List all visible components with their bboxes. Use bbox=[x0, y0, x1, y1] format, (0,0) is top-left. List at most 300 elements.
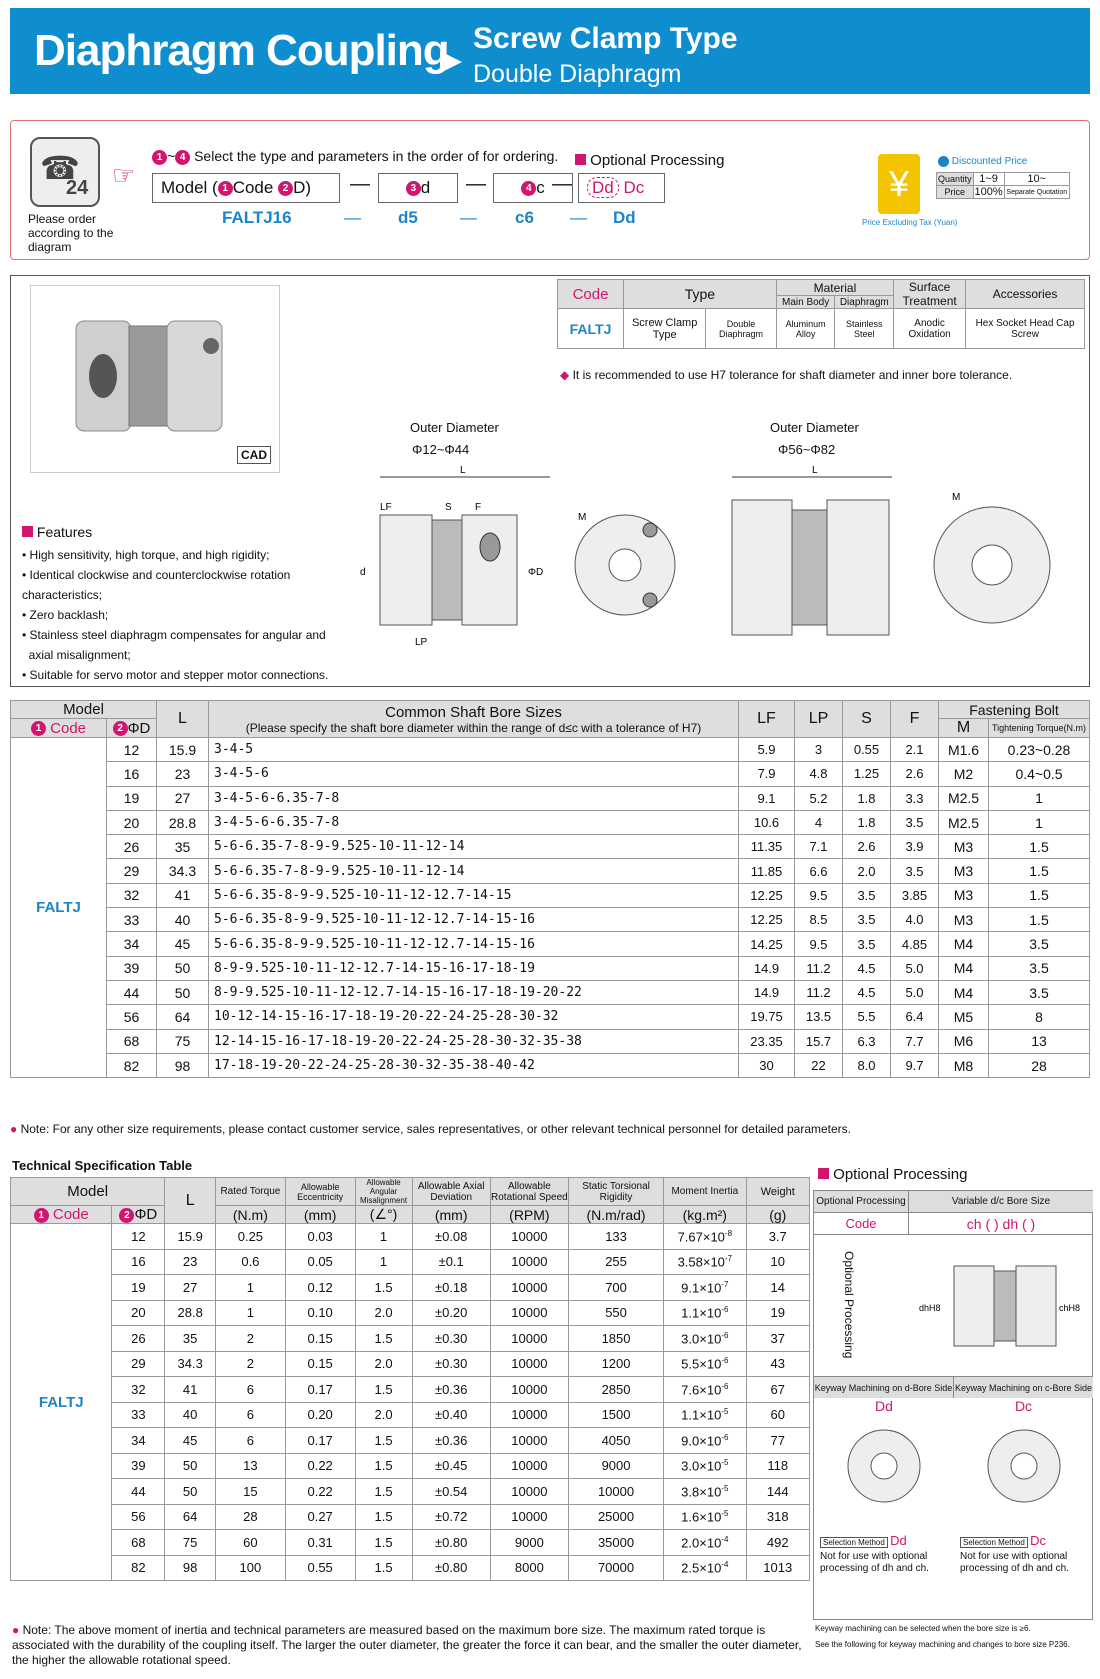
table-cell: 4050 bbox=[568, 1428, 663, 1454]
table-cell: 0.4~0.5 bbox=[989, 762, 1090, 786]
unit: (mm) bbox=[412, 1206, 490, 1224]
table-cell: 1.5 bbox=[989, 859, 1090, 883]
table-cell: 1013 bbox=[746, 1555, 809, 1581]
table-cell: ±0.36 bbox=[412, 1428, 490, 1454]
inertia-exp: -5 bbox=[721, 1509, 729, 1519]
table-cell: ±0.08 bbox=[412, 1224, 490, 1250]
table-row bbox=[11, 1453, 810, 1479]
example-d: d5 bbox=[398, 208, 418, 227]
table-cell: 8.5 bbox=[795, 908, 843, 932]
table-cell: 70000 bbox=[568, 1555, 663, 1581]
table-cell: 6.4 bbox=[891, 1005, 939, 1029]
table-cell: 1.25 bbox=[843, 762, 891, 786]
table-cell: 77 bbox=[746, 1428, 809, 1454]
table-cell: 1.5 bbox=[989, 883, 1090, 907]
sel-d-val: Dd bbox=[890, 1533, 907, 1548]
table-cell: 64 bbox=[157, 1005, 209, 1029]
feature-text: Stainless steel diaphragm compensates for angular and bbox=[29, 628, 326, 642]
table-cell: 32 bbox=[112, 1377, 165, 1403]
table-cell: 26 bbox=[112, 1326, 165, 1352]
table-cell: ±0.36 bbox=[412, 1377, 490, 1403]
inertia-exp: -7 bbox=[724, 1254, 733, 1264]
table-cell: ±0.1 bbox=[412, 1249, 490, 1275]
table-cell: 144 bbox=[746, 1479, 809, 1505]
feature-text: axial misalignment; bbox=[28, 648, 131, 662]
tech-table-title: Technical Specification Table bbox=[12, 1158, 193, 1173]
table-cell: 9.7 bbox=[891, 1053, 939, 1077]
table-cell: 39 bbox=[112, 1453, 165, 1479]
table-cell: 1.5 bbox=[355, 1326, 412, 1352]
bore-header-phid: 2 ΦD bbox=[107, 719, 157, 738]
table-cell: 1 bbox=[216, 1300, 286, 1326]
table-row bbox=[11, 762, 1090, 786]
table-cell: 13.5 bbox=[795, 1005, 843, 1029]
table-cell: 0.27 bbox=[285, 1504, 355, 1530]
table-cell: ±0.20 bbox=[412, 1300, 490, 1326]
unit: (∠°) bbox=[355, 1206, 412, 1224]
table-cell: 56 bbox=[107, 1005, 157, 1029]
phone-number: 24 bbox=[66, 177, 89, 199]
table-cell: 41 bbox=[165, 1377, 216, 1403]
inertia-base: 7.67×10 bbox=[677, 1228, 725, 1244]
table-cell: 12-14-15-16-17-18-19-20-22-24-25-28-30-32-35-38 bbox=[209, 1029, 739, 1053]
table-cell: 19 bbox=[107, 786, 157, 810]
table-cell: 60 bbox=[216, 1530, 286, 1556]
table-row bbox=[11, 1053, 1090, 1077]
table-cell: 23 bbox=[165, 1249, 216, 1275]
subtitle-2: Double Diaphragm bbox=[473, 60, 682, 88]
dim-LF: LF bbox=[380, 502, 392, 513]
opt-note-1: Keyway machining can be selected when the bore size is ≥6. bbox=[815, 1624, 1031, 1633]
features-list bbox=[22, 545, 352, 685]
cad-badge: CAD bbox=[237, 446, 271, 464]
discount-table bbox=[936, 172, 1070, 199]
dh-label: dhH8 bbox=[919, 1303, 941, 1313]
opt-vertical: Optional Processing bbox=[842, 1251, 856, 1359]
table-row bbox=[11, 835, 1090, 859]
inertia-base: 2.5×10 bbox=[681, 1560, 722, 1576]
phid-text: ΦD bbox=[127, 719, 151, 737]
table-cell: 9000 bbox=[568, 1453, 663, 1479]
table-cell: 10000 bbox=[490, 1224, 568, 1250]
opt-col2: Variable d/c Bore Size bbox=[909, 1191, 1093, 1213]
table-cell: 2.6 bbox=[843, 835, 891, 859]
common-sub: (Please specify the shaft bore diameter within the range of d≤c with a tolerance of H7) bbox=[245, 720, 702, 735]
drawing1-title: Outer Diameter bbox=[410, 420, 499, 435]
table-cell: 0.17 bbox=[285, 1428, 355, 1454]
table-cell: 14 bbox=[746, 1275, 809, 1301]
inertia-exp: -6 bbox=[721, 1356, 729, 1366]
table-cell: 4.5 bbox=[843, 956, 891, 980]
table-cell: ±0.54 bbox=[412, 1479, 490, 1505]
table-cell: 0.22 bbox=[285, 1453, 355, 1479]
spec-code: FALTJ bbox=[558, 309, 624, 349]
inertia-base: 9.0×10 bbox=[681, 1432, 722, 1448]
example-code: FALTJ16 bbox=[222, 208, 292, 227]
unit: (RPM) bbox=[490, 1206, 568, 1224]
spec-note: ◆ It is recommended to use H7 tolerance for shaft diameter and inner bore tolerance. bbox=[560, 368, 1013, 382]
c-field: 4 c bbox=[493, 173, 573, 203]
table-cell: 118 bbox=[746, 1453, 809, 1479]
table-cell: 10000 bbox=[490, 1377, 568, 1403]
table-cell: 700 bbox=[568, 1275, 663, 1301]
table-cell: 43 bbox=[746, 1351, 809, 1377]
unit: (g) bbox=[746, 1206, 809, 1224]
dim-S: S bbox=[445, 502, 452, 513]
table-cell: 17-18-19-20-22-24-25-28-30-32-35-38-40-42 bbox=[209, 1053, 739, 1077]
table-row bbox=[11, 956, 1090, 980]
table-row bbox=[11, 1530, 810, 1556]
table-cell: 6 bbox=[216, 1428, 286, 1454]
table-cell: 7.9 bbox=[739, 762, 795, 786]
table-cell: 10000 bbox=[490, 1326, 568, 1352]
table-cell bbox=[664, 1249, 746, 1275]
table-cell: 29 bbox=[112, 1351, 165, 1377]
optional-label bbox=[575, 152, 724, 169]
table-row bbox=[11, 1300, 810, 1326]
table-cell: 67 bbox=[746, 1377, 809, 1403]
phone-note: Please order according to the diagram bbox=[28, 212, 114, 254]
table-row bbox=[11, 980, 1090, 1004]
table-cell: 2 bbox=[216, 1326, 286, 1352]
table-cell: 8.0 bbox=[843, 1053, 891, 1077]
table-cell: 3.5 bbox=[843, 883, 891, 907]
dim-L2: L bbox=[812, 465, 818, 476]
table-cell bbox=[664, 1428, 746, 1454]
table-cell: 28.8 bbox=[157, 810, 209, 834]
table-cell: 0.05 bbox=[285, 1249, 355, 1275]
table-cell: 4.85 bbox=[891, 932, 939, 956]
table-cell: 2.6 bbox=[891, 762, 939, 786]
table-cell: 50 bbox=[157, 956, 209, 980]
table-cell: 23 bbox=[157, 762, 209, 786]
bore-header-L: L bbox=[157, 701, 209, 738]
table-cell: 5.0 bbox=[891, 980, 939, 1004]
feature-item: • Stainless steel diaphragm compensates for angular and bbox=[22, 628, 326, 642]
tech-note: ● Note: The above moment of inertia and technical parameters are measured based on the maximum bore size. The maximum rated torque is associated with the durability of the coupling itself. The larger the outer diameter, the greater the force it can bear, and the smaller the outer diameter, the higher the allowable rotational speed. bbox=[12, 1623, 802, 1667]
spec-header-main-body: Main Body bbox=[776, 296, 835, 309]
d-field: 3 d bbox=[378, 173, 458, 203]
table-cell: 0.25 bbox=[216, 1224, 286, 1250]
table-cell: 16 bbox=[107, 762, 157, 786]
inertia-exp: -4 bbox=[721, 1560, 729, 1570]
dash: — bbox=[466, 173, 486, 195]
table-cell: 34 bbox=[112, 1428, 165, 1454]
table-cell: 0.31 bbox=[285, 1530, 355, 1556]
table-row bbox=[11, 1326, 810, 1352]
dash: — bbox=[552, 173, 572, 195]
table-cell bbox=[664, 1504, 746, 1530]
dash: — bbox=[344, 208, 361, 227]
table-cell: 0.55 bbox=[843, 738, 891, 762]
kw-dc: Dc bbox=[1014, 1398, 1033, 1414]
drawing-large bbox=[712, 465, 1082, 660]
tech-header-torque: Rated Torque bbox=[216, 1178, 286, 1206]
optional-title-text: Optional Processing bbox=[833, 1166, 968, 1183]
discount-note: Price Excluding Tax (Yuan) bbox=[862, 218, 958, 227]
table-cell: 5-6-6.35-8-9-9.525-10-11-12-12.7-14-15-16 bbox=[209, 932, 739, 956]
table-cell: 34.3 bbox=[157, 859, 209, 883]
table-cell: 82 bbox=[107, 1053, 157, 1077]
table-cell: 1.5 bbox=[355, 1377, 412, 1403]
table-cell: 6.6 bbox=[795, 859, 843, 883]
bore-note: ● Note: For any other size requirements, please contact customer service, sales representatives, or other relevant technical personnel for detailed parameters. bbox=[10, 1122, 852, 1136]
table-cell: 50 bbox=[157, 980, 209, 1004]
table-row bbox=[11, 1029, 1090, 1053]
common-title: Common Shaft Bore Sizes bbox=[385, 703, 562, 721]
feature-item: • Zero backlash; bbox=[22, 608, 109, 622]
bore-header-common bbox=[209, 701, 739, 738]
table-cell: 9.5 bbox=[795, 883, 843, 907]
bore-header-LF: LF bbox=[739, 701, 795, 738]
drawing2-range: Φ56~Φ82 bbox=[778, 442, 836, 457]
table-row bbox=[11, 1402, 810, 1428]
table-cell: 8 bbox=[989, 1005, 1090, 1029]
table-cell: ±0.30 bbox=[412, 1326, 490, 1352]
table-cell: 5.0 bbox=[891, 956, 939, 980]
table-cell: 14.9 bbox=[739, 980, 795, 1004]
qty-label: Quantity bbox=[938, 174, 972, 184]
code-cell: FALTJ bbox=[11, 738, 107, 1078]
bore-header-S: S bbox=[843, 701, 891, 738]
table-cell: 5-6-6.35-7-8-9-9.525-10-11-12-14 bbox=[209, 859, 739, 883]
spec-main-body: Aluminum Alloy bbox=[776, 309, 835, 349]
table-cell: 27 bbox=[165, 1275, 216, 1301]
ch-label: chH8 bbox=[1059, 1303, 1081, 1313]
table-cell: 11.2 bbox=[795, 980, 843, 1004]
table-cell: ±0.18 bbox=[412, 1275, 490, 1301]
bore-size-table bbox=[10, 700, 1090, 1078]
table-cell: 1.5 bbox=[355, 1479, 412, 1505]
table-cell: 0.20 bbox=[285, 1402, 355, 1428]
table-row bbox=[11, 908, 1090, 932]
table-cell: 8000 bbox=[490, 1555, 568, 1581]
table-cell: M6 bbox=[939, 1029, 989, 1053]
spec-surface: Anodic Oxidation bbox=[894, 309, 966, 349]
table-cell: 1.5 bbox=[355, 1275, 412, 1301]
inertia-exp: -5 bbox=[721, 1483, 729, 1493]
drawing1-range: Φ12~Φ44 bbox=[412, 442, 470, 457]
table-cell: 3.5 bbox=[891, 810, 939, 834]
keyway-c-drawing bbox=[984, 1426, 1064, 1506]
table-cell: 0.15 bbox=[285, 1326, 355, 1352]
inertia-exp: -6 bbox=[721, 1305, 729, 1315]
table-cell: 2.0 bbox=[355, 1402, 412, 1428]
dim-L: L bbox=[460, 465, 466, 476]
table-cell: ±0.40 bbox=[412, 1402, 490, 1428]
table-cell: 12 bbox=[107, 738, 157, 762]
instruction-text: Select the type and parameters in the order of for ordering. bbox=[194, 148, 559, 164]
sel-c bbox=[960, 1533, 1046, 1548]
inertia-exp: -6 bbox=[721, 1381, 729, 1391]
spec-header-diaphragm: Diaphragm bbox=[835, 296, 894, 309]
table-cell bbox=[664, 1479, 746, 1505]
table-cell: 12 bbox=[112, 1224, 165, 1250]
table-cell: 5-6-6.35-8-9-9.525-10-11-12-12.7-14-15-16 bbox=[209, 908, 739, 932]
table-cell: 1 bbox=[216, 1275, 286, 1301]
bore-header-model: Model bbox=[11, 701, 157, 719]
code-text: Code bbox=[50, 719, 87, 737]
table-row bbox=[11, 859, 1090, 883]
drawing-small bbox=[350, 465, 730, 655]
phone-icon: ☎ 24 bbox=[30, 137, 100, 207]
table-cell: 19 bbox=[746, 1300, 809, 1326]
table-cell: M3 bbox=[939, 908, 989, 932]
table-cell: 3.5 bbox=[891, 859, 939, 883]
table-row bbox=[11, 883, 1090, 907]
table-cell: 10000 bbox=[490, 1300, 568, 1326]
optional-text: Optional Processing bbox=[590, 152, 725, 169]
table-cell: 44 bbox=[107, 980, 157, 1004]
table-cell: 1 bbox=[355, 1224, 412, 1250]
table-cell: 4 bbox=[795, 810, 843, 834]
table-cell: 5-6-6.35-8-9-9.525-10-11-12-12.7-14-15 bbox=[209, 883, 739, 907]
opt-col1: Optional Processing bbox=[814, 1191, 909, 1213]
table-cell: 10000 bbox=[490, 1249, 568, 1275]
dim-F: F bbox=[475, 502, 482, 513]
table-cell: 5-6-6.35-7-8-9-9.525-10-11-12-14 bbox=[209, 835, 739, 859]
code-label: Code bbox=[232, 178, 274, 197]
sel-c-val: Dc bbox=[1030, 1533, 1046, 1548]
table-row bbox=[11, 1377, 810, 1403]
dd-option: Dd bbox=[587, 177, 619, 198]
table-cell: 1 bbox=[355, 1249, 412, 1275]
order-instruction: 1 ~ 4 Select the type and parameters in the order of for ordering. bbox=[152, 148, 558, 165]
table-cell: 45 bbox=[157, 932, 209, 956]
table-cell: 10000 bbox=[490, 1275, 568, 1301]
spec-accessories: Hex Socket Head Cap Screw bbox=[966, 309, 1085, 349]
table-cell: 5.9 bbox=[739, 738, 795, 762]
table-cell: 33 bbox=[107, 908, 157, 932]
table-cell: M3 bbox=[939, 835, 989, 859]
tech-header-speed: Allowable Rotational Speed bbox=[490, 1178, 568, 1206]
table-cell: 44 bbox=[112, 1479, 165, 1505]
table-cell: 0.55 bbox=[285, 1555, 355, 1581]
table-cell: 11.85 bbox=[739, 859, 795, 883]
table-cell: 10000 bbox=[490, 1428, 568, 1454]
feature-text: Identical clockwise and counterclockwise rotation characteristics; bbox=[22, 568, 291, 602]
sel-d-label: Selection Method bbox=[820, 1537, 888, 1548]
table-cell: 5.5 bbox=[843, 1005, 891, 1029]
tech-header-weight: Weight bbox=[746, 1178, 809, 1206]
discount-title-text: Discounted Price bbox=[951, 156, 1028, 168]
table-cell: 12.25 bbox=[739, 883, 795, 907]
optional-panel bbox=[813, 1190, 1093, 1620]
dc-option: Dc bbox=[623, 178, 645, 197]
table-cell bbox=[664, 1275, 746, 1301]
table-cell: 6 bbox=[216, 1402, 286, 1428]
example-c: c6 bbox=[515, 208, 534, 227]
table-cell: 3.5 bbox=[989, 980, 1090, 1004]
yuan-icon: ¥ bbox=[878, 154, 920, 214]
price-2: Separate Quotation bbox=[1004, 186, 1069, 199]
tech-header-inertia: Moment Inertia bbox=[664, 1178, 746, 1206]
table-cell: 40 bbox=[165, 1402, 216, 1428]
table-cell: 100 bbox=[216, 1555, 286, 1581]
table-cell: 10000 bbox=[568, 1479, 663, 1505]
table-cell: 7.7 bbox=[891, 1029, 939, 1053]
table-row bbox=[11, 810, 1090, 834]
sel-c-label: Selection Method bbox=[960, 1537, 1028, 1548]
d-field-label: d bbox=[420, 178, 431, 197]
table-cell: 4.0 bbox=[891, 908, 939, 932]
qty-2: 10~ bbox=[1004, 173, 1069, 186]
table-cell: 98 bbox=[165, 1555, 216, 1581]
table-row bbox=[11, 1224, 810, 1250]
table-cell: 82 bbox=[112, 1555, 165, 1581]
table-cell: 22 bbox=[795, 1053, 843, 1077]
spec-header-material: Material bbox=[776, 280, 893, 296]
spec-table bbox=[557, 279, 1085, 349]
table-cell: 0.15 bbox=[285, 1351, 355, 1377]
table-cell: M3 bbox=[939, 883, 989, 907]
tech-header-angular: Allowable Angular Misalignment bbox=[355, 1178, 412, 1206]
table-row bbox=[11, 1504, 810, 1530]
table-cell: 9000 bbox=[490, 1530, 568, 1556]
inertia-exp: -4 bbox=[721, 1534, 729, 1544]
inertia-exp: -5 bbox=[721, 1407, 729, 1417]
table-cell: 28 bbox=[216, 1504, 286, 1530]
code-cell: FALTJ bbox=[11, 1224, 112, 1581]
table-cell: 60 bbox=[746, 1402, 809, 1428]
opt-code: Code bbox=[814, 1213, 909, 1235]
opt-note-2: See the following for keyway machining and changes to bore size P236. bbox=[815, 1640, 1070, 1649]
table-cell: 0.03 bbox=[285, 1224, 355, 1250]
table-cell: 41 bbox=[157, 883, 209, 907]
table-cell: 10.6 bbox=[739, 810, 795, 834]
table-cell: 2850 bbox=[568, 1377, 663, 1403]
spec-header-type: Type bbox=[624, 280, 777, 309]
page-title: Diaphragm Coupling bbox=[34, 26, 449, 75]
table-cell: 68 bbox=[107, 1029, 157, 1053]
table-cell: M2.5 bbox=[939, 786, 989, 810]
table-cell: 27 bbox=[157, 786, 209, 810]
table-row bbox=[11, 1005, 1090, 1029]
kw-c-header: Keyway Machining on c-Bore Side bbox=[954, 1376, 1093, 1398]
table-cell: 16 bbox=[112, 1249, 165, 1275]
table-cell: 3.7 bbox=[746, 1224, 809, 1250]
table-cell: 13 bbox=[216, 1453, 286, 1479]
feature-item: • High sensitivity, high torque, and high rigidity; bbox=[22, 548, 270, 562]
table-cell: 1850 bbox=[568, 1326, 663, 1352]
spec-diaphragm: Stainless Steel bbox=[835, 309, 894, 349]
unit: (N.m) bbox=[216, 1206, 286, 1224]
hand-pointer-icon: ☞ bbox=[112, 160, 136, 190]
feature-text: Suitable for servo motor and stepper motor connections. bbox=[29, 668, 329, 682]
dim-d: d bbox=[360, 567, 366, 578]
bore-header-F: F bbox=[891, 701, 939, 738]
table-cell: 29 bbox=[107, 859, 157, 883]
unit: (N.m/rad) bbox=[568, 1206, 663, 1224]
table-cell: M4 bbox=[939, 956, 989, 980]
unit: (kg.m²) bbox=[664, 1206, 746, 1224]
table-cell: 2 bbox=[216, 1351, 286, 1377]
tech-header-L: L bbox=[165, 1178, 216, 1224]
table-cell: 14.25 bbox=[739, 932, 795, 956]
table-cell: 15.7 bbox=[795, 1029, 843, 1053]
feature-text: Zero backlash; bbox=[29, 608, 109, 622]
table-cell: 37 bbox=[746, 1326, 809, 1352]
table-cell bbox=[664, 1453, 746, 1479]
table-cell: 1.5 bbox=[355, 1555, 412, 1581]
table-cell: 3.5 bbox=[989, 932, 1090, 956]
table-cell: 1.5 bbox=[355, 1453, 412, 1479]
features-title-text: Features bbox=[36, 524, 93, 540]
table-cell bbox=[664, 1377, 746, 1403]
table-row bbox=[11, 1555, 810, 1581]
table-cell: 318 bbox=[746, 1504, 809, 1530]
opt-drawing bbox=[914, 1246, 1084, 1356]
